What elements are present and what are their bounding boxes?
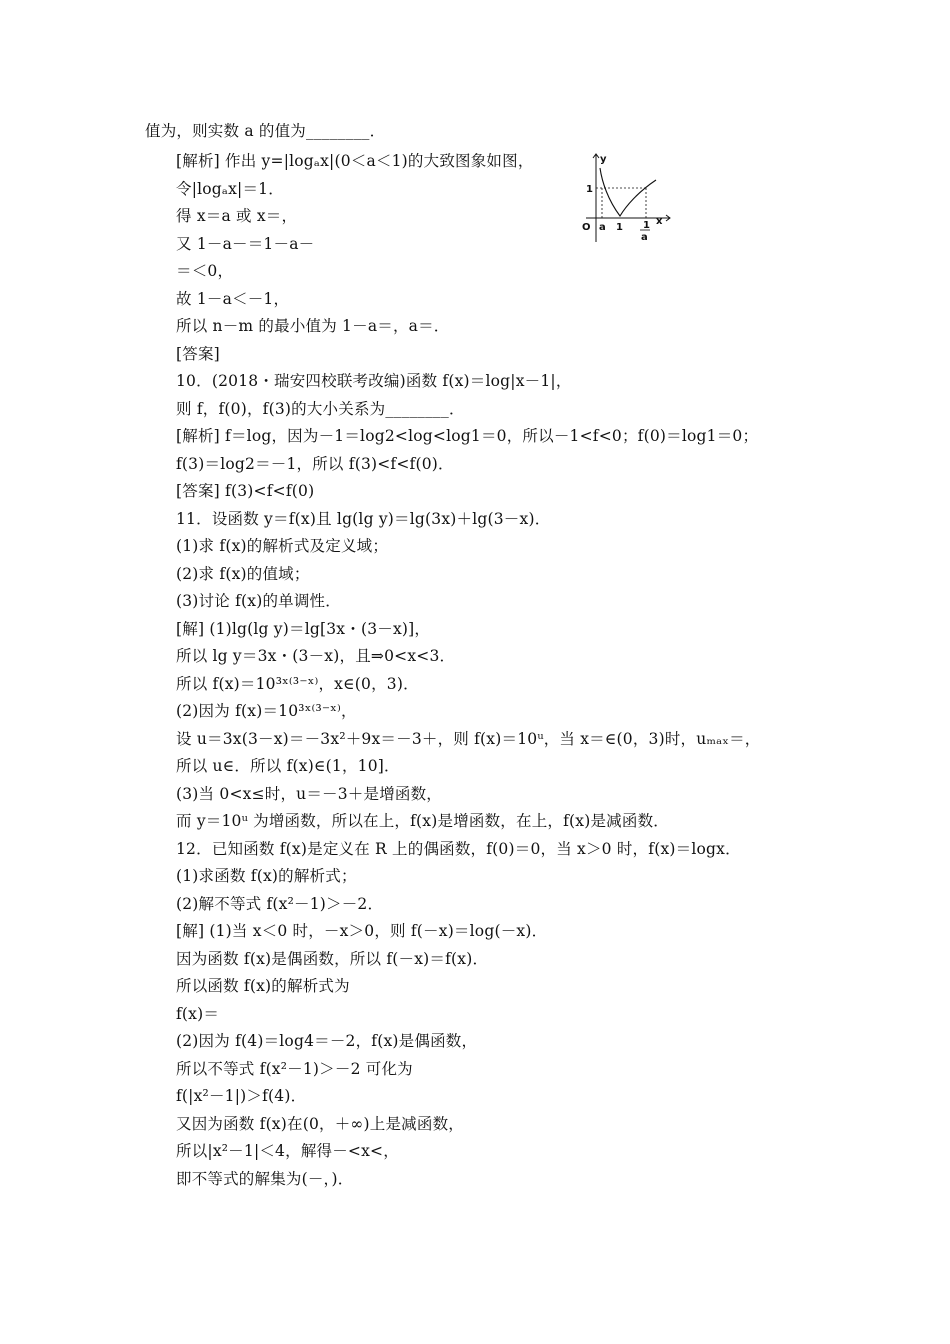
- text-line: 则 f，f(0)，f(3)的大小关系为________．: [176, 400, 465, 418]
- text-line: 所以不等式 f(x²－1)＞－2 可化为: [176, 1060, 413, 1078]
- text-line: (1)求函数 f(x)的解析式；: [176, 867, 357, 885]
- text-line: [答案]: [176, 345, 220, 363]
- text-line: [解析] 作出 y=|logₐx|(0＜a＜1)的大致图象如图，: [176, 152, 534, 170]
- origin-label: O: [582, 222, 591, 233]
- text-line: 12．已知函数 f(x)是定义在 R 上的偶函数，f(0)＝0，当 x＞0 时，f(x)＝logx．: [176, 840, 741, 858]
- text-line: 所以 f(x)＝10³ˣ⁽³⁻ˣ⁾，x∈(0，3)．: [176, 675, 419, 693]
- tick-1-label: 1: [616, 222, 623, 233]
- text-line: 故 1－a＜－1，: [176, 290, 290, 308]
- text-line: [答案] f(3)<f<f(0): [176, 482, 315, 500]
- text-line: 又因为函数 f(x)在(0，＋∞)上是减函数，: [176, 1115, 464, 1133]
- text-line: [解析] f＝log，因为－1＝log2<log<log1＝0，所以－1<f<0；f(0)＝log1＝0；: [176, 427, 759, 445]
- text-line: 所以 n－m 的最小值为 1－a＝，a＝．: [176, 317, 450, 335]
- text-line: f(x)＝: [176, 1005, 220, 1023]
- log-abs-graph: [578, 150, 678, 245]
- text-line: 因为函数 f(x)是偶函数，所以 f(－x)＝f(x)．: [176, 950, 489, 968]
- text-line: [解] (1)lg(lg y)＝lg[3x・(3－x)]，: [176, 620, 431, 638]
- text-line: f(|x²－1|)＞f(4)．: [176, 1087, 307, 1105]
- text-line: (3)讨论 f(x)的单调性．: [176, 592, 341, 610]
- text-line: 所以|x²－1|＜4，解得－<x<，: [176, 1142, 399, 1160]
- text-line: 而 y＝10ᵘ 为增函数，所以在上，f(x)是增函数，在上，f(x)是减函数．: [176, 812, 669, 830]
- tick-a-label: a: [599, 222, 606, 233]
- text-line: (2)因为 f(4)＝log4＝－2，f(x)是偶函数，: [176, 1032, 478, 1050]
- text-line: 值为，则实数 a 的值为________．: [145, 122, 386, 140]
- tick-y-label: 1: [586, 184, 593, 195]
- text-line: 所以函数 f(x)的解析式为: [176, 977, 350, 995]
- text-line: (2)解不等式 f(x²－1)＞－2．: [176, 895, 384, 913]
- text-line: 11．设函数 y＝f(x)且 lg(lg y)＝lg(3x)＋lg(3－x)．: [176, 510, 551, 528]
- tick-frac-den: a: [641, 232, 648, 243]
- text-line: 即不等式的解集为(－，)．: [176, 1170, 354, 1188]
- axis-x-label: x: [656, 216, 663, 227]
- text-line: 得 x＝a 或 x＝，: [176, 207, 298, 225]
- tick-frac-num: 1: [643, 220, 650, 231]
- text-line: 所以 lg y＝3x・(3－x)，且⇒0<x<3．: [176, 647, 456, 665]
- text-line: 设 u＝3x(3－x)＝－3x²＋9x＝－3＋，则 f(x)＝10ᵘ，当 x＝∈(0，3)时，uₘₐₓ＝，: [176, 730, 761, 748]
- text-line: 所以 u∈．所以 f(x)∈(1，10]．: [176, 757, 400, 775]
- axis-y-label: y: [600, 154, 607, 165]
- text-line: f(3)＝log2＝－1，所以 f(3)<f<f(0)．: [176, 455, 454, 473]
- text-line: ＝＜0，: [176, 262, 234, 280]
- text-line: 令|logₐx|＝1．: [176, 180, 284, 198]
- text-line: [解] (1)当 x＜0 时，－x＞0，则 f(－x)＝log(－x)．: [176, 922, 548, 940]
- text-line: (2)因为 f(x)＝10³ˣ⁽³⁻ˣ⁾，: [176, 702, 357, 720]
- text-line: (2)求 f(x)的值域；: [176, 565, 310, 583]
- text-line: 又 1－a－＝1－a－: [176, 235, 315, 253]
- text-line: (3)当 0<x≤时，u＝－3＋是增函数，: [176, 785, 443, 803]
- text-line: 10．(2018・瑞安四校联考改编)函数 f(x)＝log|x－1|，: [176, 372, 572, 390]
- text-line: (1)求 f(x)的解析式及定义域；: [176, 537, 389, 555]
